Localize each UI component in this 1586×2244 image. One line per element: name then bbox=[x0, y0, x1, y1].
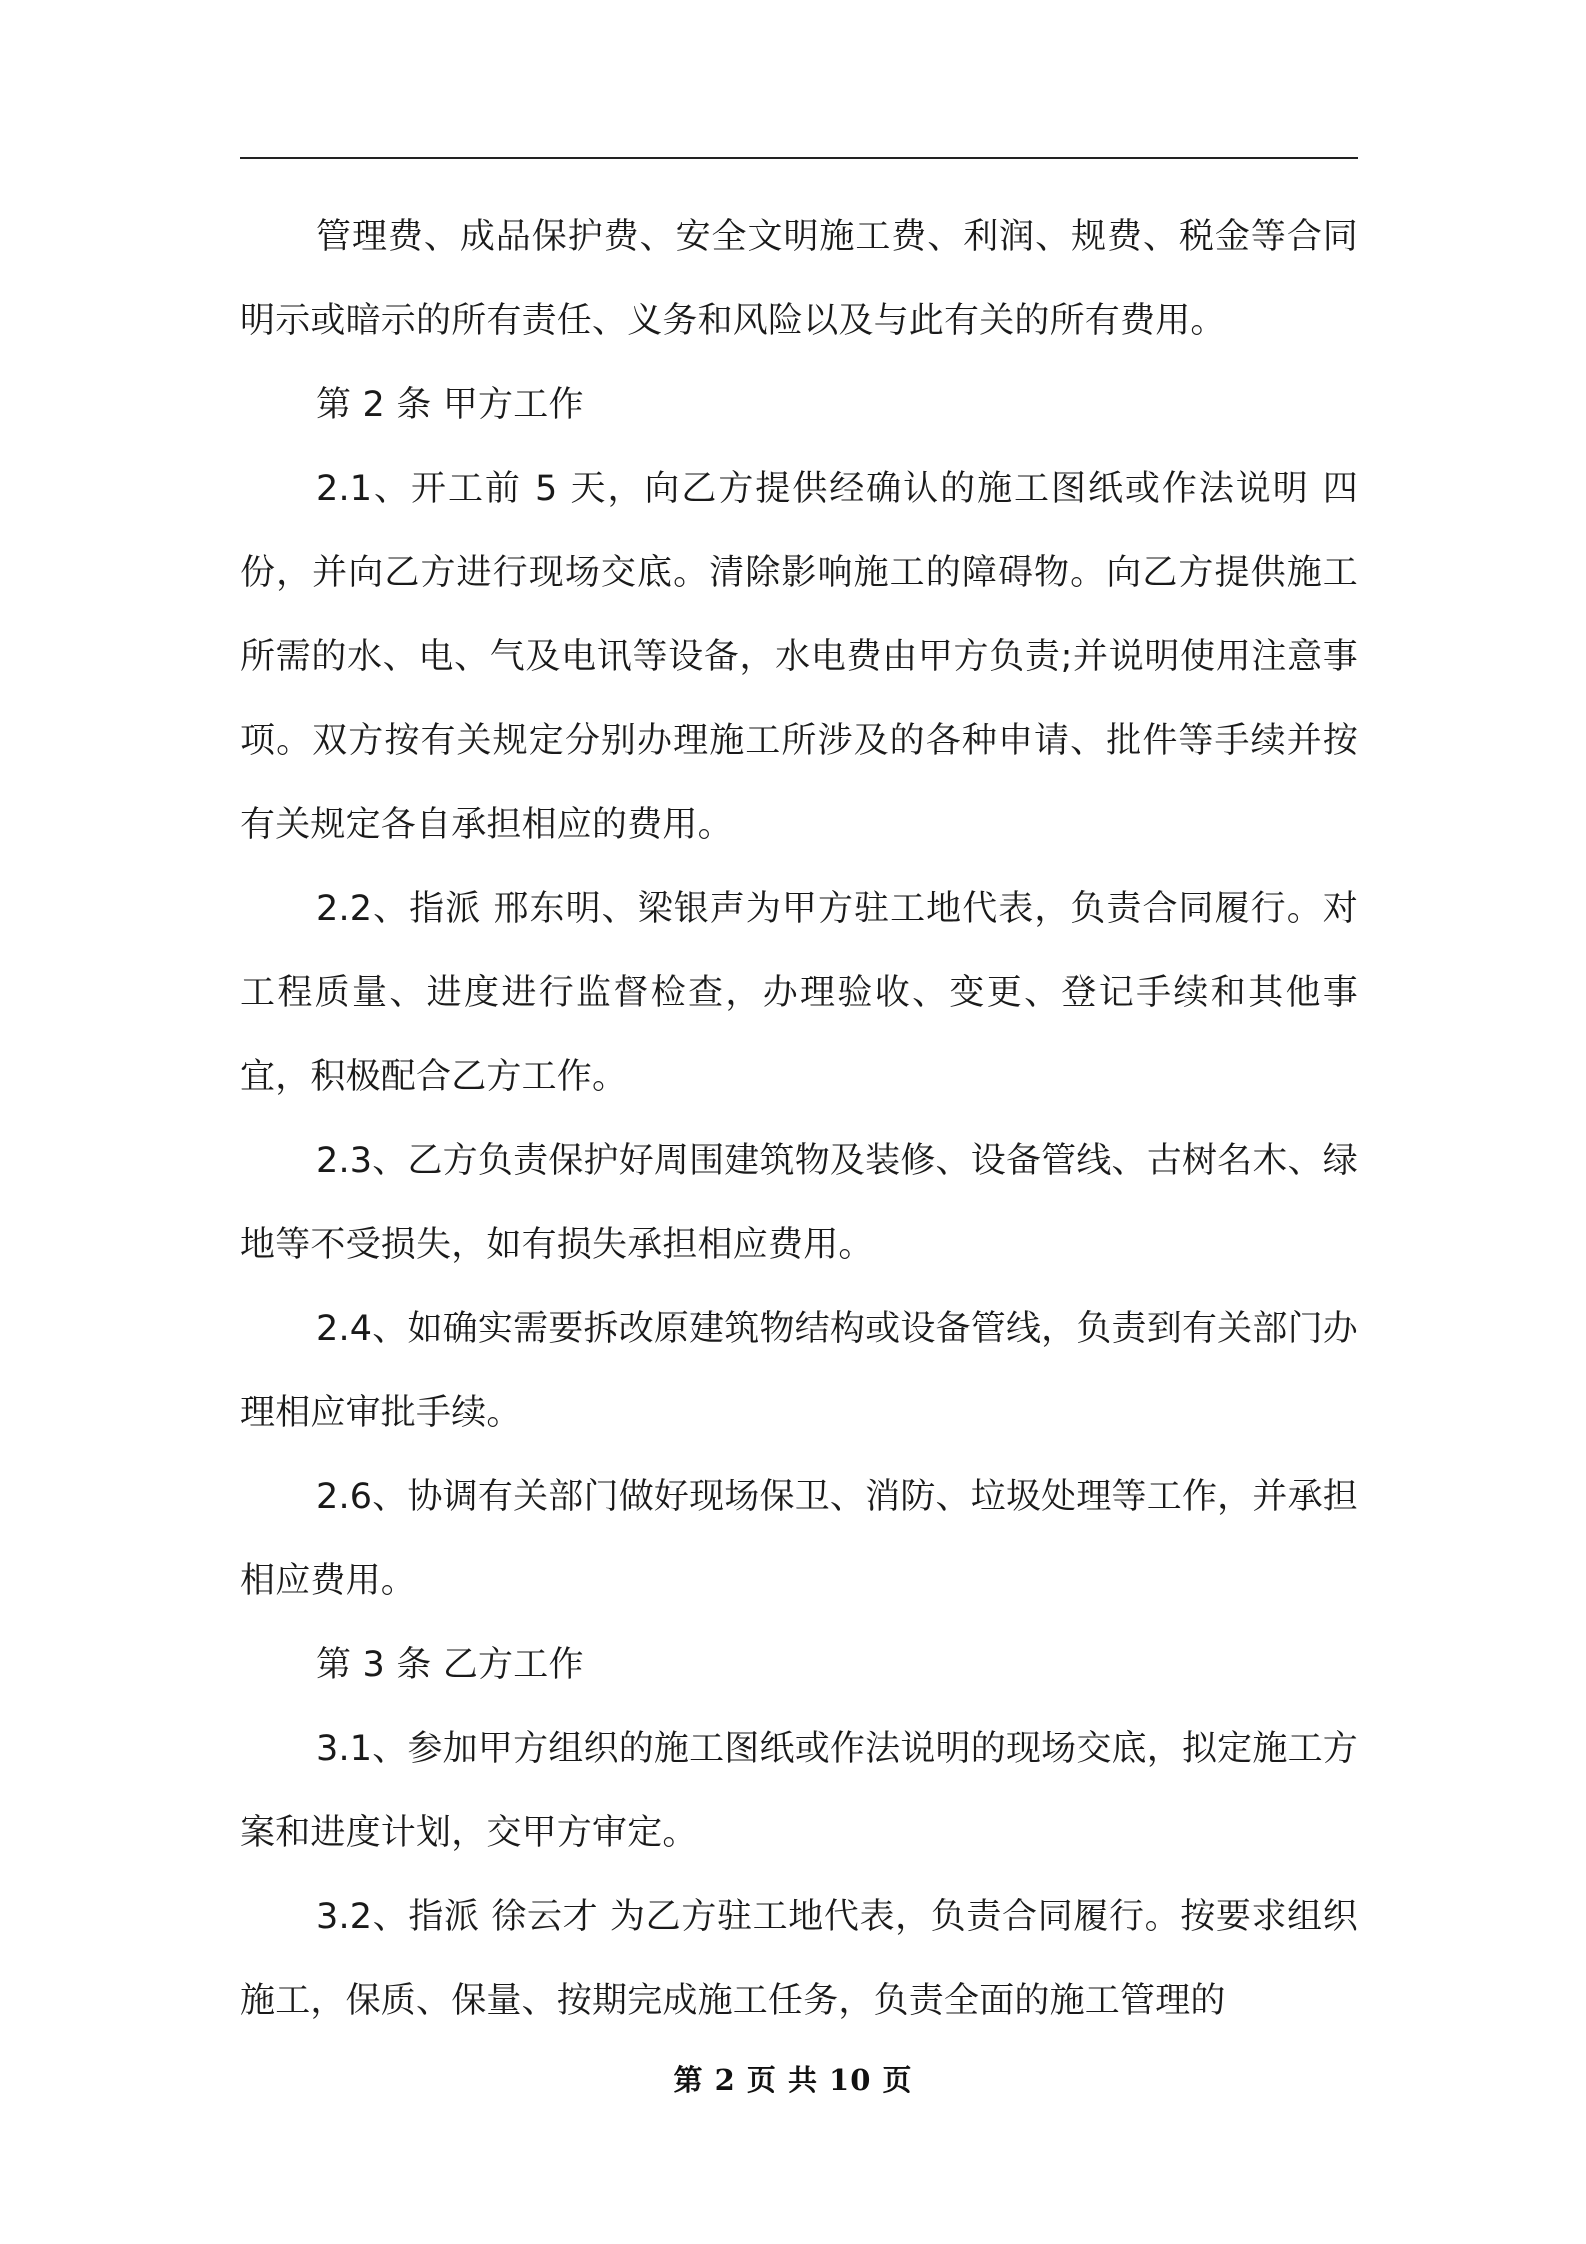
paragraph-fee-continuation: 管理费、成品保护费、安全文明施工费、利润、规费、税金等合同明示或暗示的所有责任、义务和风险以及与此有关的所有费用。 bbox=[240, 217, 1358, 341]
document-body bbox=[240, 195, 1358, 2043]
article-2-heading: 第 2 条 甲方工作 bbox=[316, 385, 584, 425]
header-rule bbox=[240, 157, 1358, 159]
clause-3-2: 3.2、指派 徐云才 为乙方驻工地代表，负责合同履行。按要求组织施工，保质、保量、按期完成施工任务，负责全面的施工管理的 bbox=[240, 1897, 1358, 2021]
clause-2-2: 2.2、指派 邢东明、梁银声为甲方驻工地代表，负责合同履行。对工程质量、进度进行监督检查，办理验收、变更、登记手续和其他事宜，积极配合乙方工作。 bbox=[240, 889, 1358, 1097]
clause-2-6: 2.6、协调有关部门做好现场保卫、消防、垃圾处理等工作，并承担相应费用。 bbox=[240, 1477, 1358, 1601]
clause-2-3: 2.3、乙方负责保护好周围建筑物及装修、设备管线、古树名木、绿地等不受损失，如有损失承担相应费用。 bbox=[240, 1141, 1358, 1265]
page-number-footer: 第 2 页 共 10 页 bbox=[673, 2063, 913, 2097]
article-3-heading: 第 3 条 乙方工作 bbox=[316, 1645, 584, 1685]
clause-3-1: 3.1、参加甲方组织的施工图纸或作法说明的现场交底，拟定施工方案和进度计划，交甲方审定。 bbox=[240, 1729, 1358, 1853]
clause-2-4: 2.4、如确实需要拆改原建筑物结构或设备管线，负责到有关部门办理相应审批手续。 bbox=[240, 1309, 1358, 1433]
clause-2-1: 2.1、开工前 5 天，向乙方提供经确认的施工图纸或作法说明 四份，并向乙方进行现场交底。清除影响施工的障碍物。向乙方提供施工所需的水、电、气及电讯等设备，水电费由甲方负责;并说明使用注意事项。双方按有关规定分别办理施工所涉及的各种申请、批件等手续并按有关规定各自承担相应的费用。 bbox=[240, 469, 1358, 845]
